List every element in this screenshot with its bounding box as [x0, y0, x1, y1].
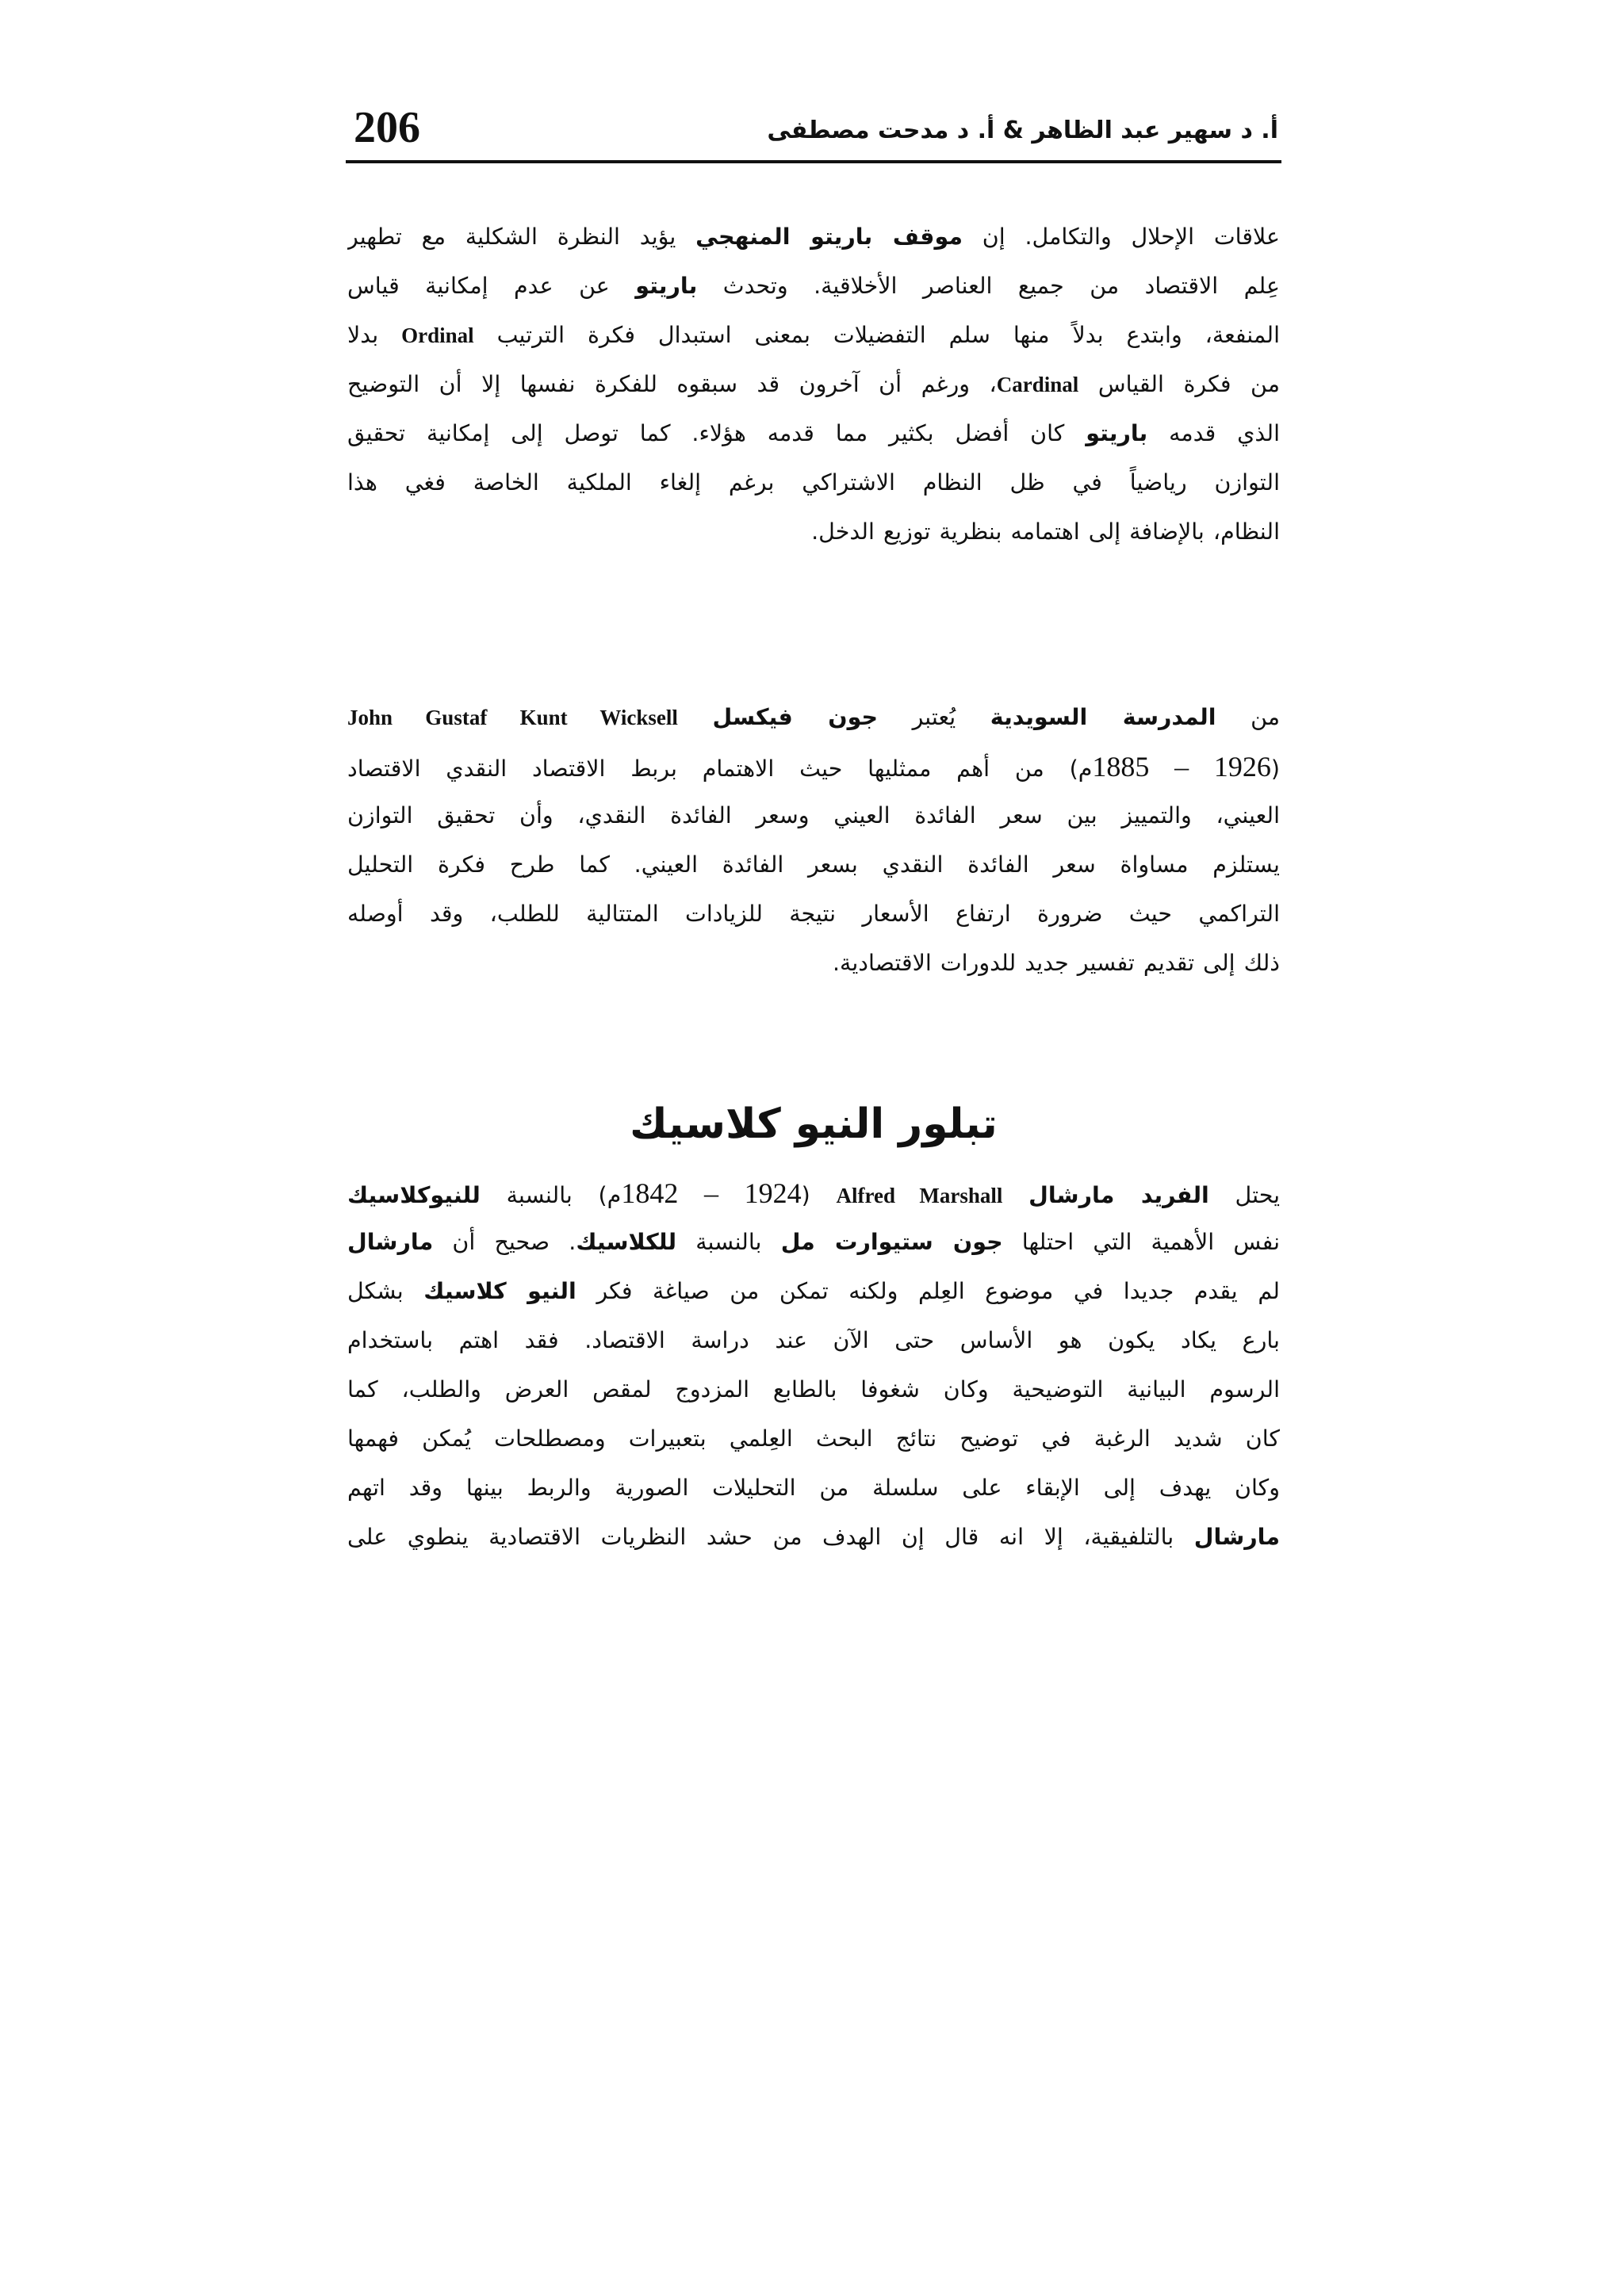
- text-line: [347, 1169, 1280, 1218]
- text-line: [347, 742, 1280, 791]
- bold-term: للنيوكلاسيك: [347, 1182, 481, 1208]
- latin-term: Cardinal: [996, 373, 1079, 396]
- latin-term: Ordinal: [401, 323, 474, 347]
- text-run: ، ورغم أن آخرون قد سبقوه للفكرة نفسها إلا أن التوضيح: [347, 371, 997, 397]
- text-run: بالتلفيقية، إلا انه قال إن الهدف من حشد النظريات الاقتصادية ينطوي على: [347, 1524, 1194, 1550]
- text-run: م) بالنسبة: [480, 1182, 622, 1208]
- text-run: (: [801, 1182, 837, 1208]
- text-line: [347, 1513, 1280, 1562]
- text-run: لم يقدم جديدا في موضوع العِلم ولكنه تمكن من صياغة فكر: [576, 1278, 1280, 1304]
- text-run: بدلا: [347, 322, 402, 348]
- text-run: المنفعة، وابتدع بدلاً منها سلم التفضيلات بمعنى استبدال فكرة الترتيب: [473, 322, 1280, 348]
- text-run: كان أفضل بكثير مما قدمه هؤلاء. كما توصل إلى إمكانية تحقيق: [347, 420, 1086, 446]
- text-line: التوازن رياضياً في ظل النظام الاشتراكي برغم إلغاء الملكية الخاصة فغي هذا: [347, 469, 1280, 496]
- bold-term: باريتو: [635, 273, 698, 299]
- text-line: [347, 409, 1280, 458]
- text-run: (: [1270, 756, 1280, 782]
- text-run: من فكرة القياس: [1078, 371, 1280, 397]
- text-line: [347, 212, 1280, 262]
- text-run: يؤيد النظرة الشكلية مع تطهير: [347, 224, 696, 250]
- bold-term: مارشال: [347, 1229, 434, 1255]
- text-line: يستلزم مساواة سعر الفائدة النقدي بسعر الفائدة العيني. كما طرح فكرة التحليل: [347, 851, 1280, 878]
- text-line: التراكمي حيث ضرورة ارتفاع الأسعار نتيجة للزيادات المتتالية للطلب، وقد أوصله: [347, 901, 1280, 927]
- latin-term: John Gustaf Kunt Wicksell: [347, 706, 678, 729]
- text-line: ذلك إلى تقديم تفسير جديد للدورات الاقتصادية.: [833, 950, 1280, 976]
- bold-term: موقف باريتو المنهجي: [695, 224, 963, 250]
- text-line: [347, 693, 1280, 742]
- text-line: بارع يكاد يكون هو الأساس حتى الآن عند دراسة الاقتصاد. فقد اهتم باستخدام: [347, 1327, 1280, 1353]
- bold-term: المدرسة السويدية: [990, 704, 1216, 730]
- text-run: عن عدم إمكانية قياس: [347, 273, 636, 299]
- date-range: 1885 – 1926: [1092, 751, 1271, 783]
- latin-term: Alfred Marshall: [836, 1184, 1003, 1207]
- text-run: [678, 704, 713, 730]
- bold-term: جون ستيوارت مل: [780, 1229, 1003, 1255]
- header-divider: [346, 160, 1281, 163]
- text-line: [347, 360, 1280, 409]
- paragraph-pareto: [347, 212, 1280, 557]
- text-run: علاقات الإحلال والتكامل. إن: [962, 224, 1280, 250]
- bold-term: جون فيكسل: [712, 704, 878, 730]
- date-range: 1842 – 1924: [621, 1177, 802, 1209]
- text-run: . صحيح أن: [433, 1229, 576, 1255]
- bold-term: الفريد مارشال: [1028, 1182, 1209, 1208]
- bold-term: للكلاسيك: [576, 1229, 677, 1255]
- text-line: [347, 311, 1280, 360]
- bold-term: باريتو: [1086, 420, 1148, 446]
- text-line: [347, 1267, 1280, 1316]
- header-authors: أ. د سهير عبد الظاهر & أ. د مدحت مصطفى: [767, 117, 1278, 144]
- bold-term: مارشال: [1193, 1524, 1280, 1550]
- text-run: عِلم الاقتصاد من جميع العناصر الأخلاقية. وتحدث: [697, 273, 1280, 299]
- text-line: [347, 262, 1280, 311]
- text-line: كان شديد الرغبة في توضيح نتائج البحث العِلمي بتعبيرات ومصطلحات يُمكن فهمها: [347, 1425, 1280, 1452]
- text-run: يحتل: [1208, 1182, 1280, 1208]
- text-line: وكان يهدف إلى الإبقاء على سلسلة من التحليلات الصورية والربط بينها وقد اتهم: [347, 1475, 1280, 1501]
- text-run: الذي قدمه: [1147, 420, 1280, 446]
- paragraph-swedish-school: [347, 693, 1280, 988]
- paragraph-marshall: [347, 1169, 1280, 1562]
- text-run: بالنسبة: [676, 1229, 781, 1255]
- text-run: من: [1216, 704, 1280, 730]
- page-number: 206: [354, 103, 420, 152]
- text-line: العيني، والتمييز بين سعر الفائدة العيني وسعر الفائدة النقدي، وأن تحقيق التوازن: [347, 802, 1280, 828]
- text-line: النظام، بالإضافة إلى اهتمامه بنظرية توزيع الدخل.: [811, 519, 1280, 545]
- running-header: [346, 94, 1281, 165]
- section-heading: تبلور النيو كلاسيك: [630, 1100, 998, 1148]
- text-run: بشكل: [347, 1278, 424, 1304]
- text-line: [347, 1218, 1280, 1267]
- text-run: يُعتبر: [878, 704, 990, 730]
- text-line: الرسوم البيانية التوضيحية وكان شغوفا بالطابع المزدوج لمقص العرض والطلب، كما: [347, 1376, 1280, 1402]
- text-run: [1002, 1182, 1028, 1208]
- bold-term: النيو كلاسيك: [423, 1278, 576, 1304]
- text-run: نفس الأهمية التي احتلها: [1002, 1229, 1280, 1255]
- text-run: م) من أهم ممثليها حيث الاهتمام بربط الاقتصاد النقدي الاقتصاد: [347, 756, 1093, 782]
